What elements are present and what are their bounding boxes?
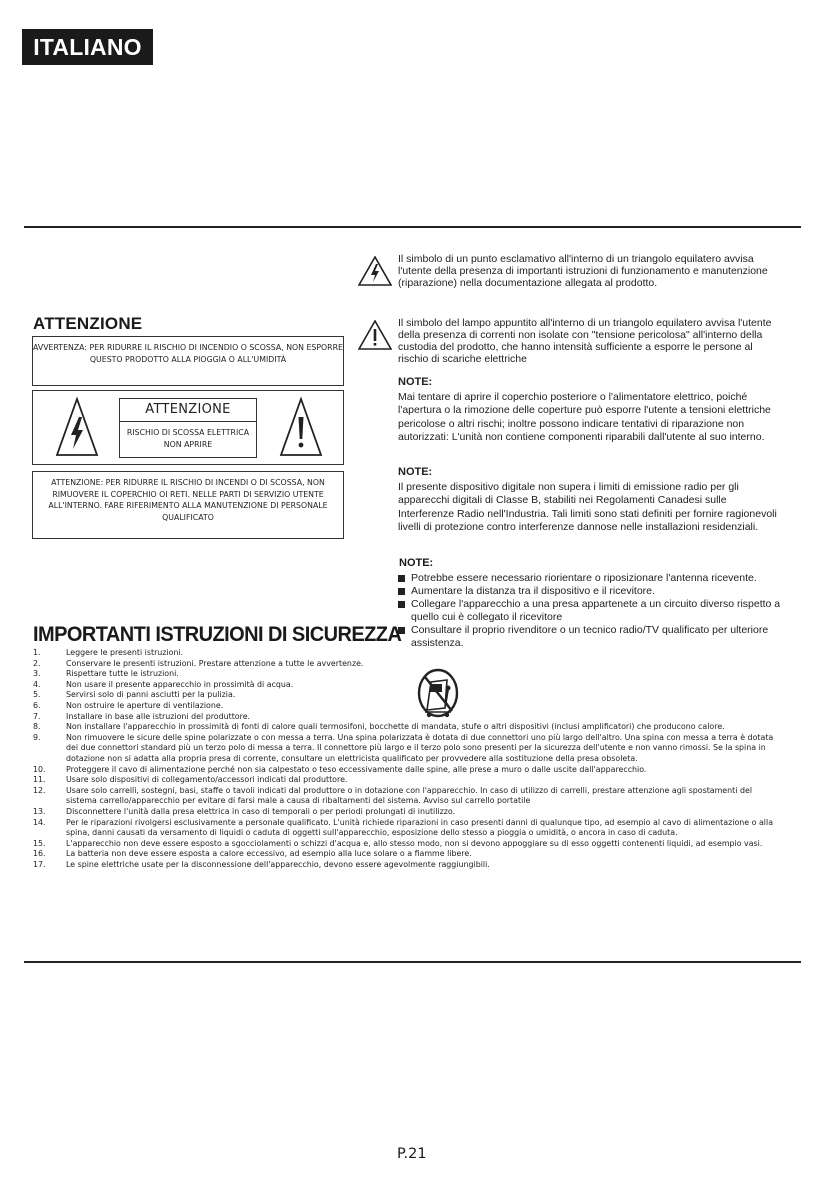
instruction-item (33, 669, 778, 680)
instruction-text: La batteria non deve essere esposta a calore eccessivo, ad esempio alla luce solare o a fiamme libere. (66, 849, 472, 859)
instruction-item (33, 786, 778, 807)
high-voltage-icon (55, 397, 99, 457)
instruction-item (33, 712, 778, 723)
instruction-number: 17. (33, 859, 46, 869)
instruction-text: Non usare il presente apparecchio in prossimità di acqua. (66, 679, 294, 689)
caution-subtitle: RISCHIO DI SCOSSA ELETTRICA NON APRIRE (126, 428, 250, 449)
instruction-item (33, 648, 778, 659)
instruction-number: 12. (33, 785, 46, 795)
instruction-text: Non installare l'apparecchio in prossimità di fonti di calore quali termosifoni, bocchette di mandata, stufe o altri dispositivi (inclusi amplificatori) che producono calore. (66, 722, 725, 732)
top-divider (24, 226, 801, 228)
caution-label-box (32, 390, 344, 465)
instruction-number: 15. (33, 838, 46, 848)
instruction-number: 10. (33, 764, 46, 774)
instruction-item (33, 659, 778, 670)
instruction-item (33, 860, 778, 871)
instruction-item (33, 807, 778, 818)
note-text: Il presente dispositivo digitale non supera i limiti di emissione radio per gli apparecchi digitali di Classe B, stabiliti nei Regolamenti Canadesi sulle Interferenze Radio nell'Industria. Tali limiti sono stati definiti per fornire ragionevoli livelli di protezione contro interferenze dannose nelle installazioni residenziali. (398, 480, 777, 533)
instruction-item (33, 680, 778, 691)
instruction-text: Servirsi solo di panni asciutti per la pulizia. (66, 690, 236, 700)
instruction-text: Usare solo dispositivi di collegamento/accessori indicati dal produttore. (66, 775, 348, 785)
symbol-lightning-row (358, 253, 778, 300)
exclamation-triangle-icon (358, 320, 392, 350)
instruction-number: 6. (33, 700, 41, 710)
warning-box: AVVERTENZA: PER RIDURRE IL RISCHIO DI INCENDIO O SCOSSA, NON ESPORRE QUESTO PRODOTTO ALLA PIOGGIA O ALL'UMIDITÀ (32, 336, 344, 386)
instruction-number: 8. (33, 722, 41, 732)
instruction-text: Rispettare tutte le istruzioni. (66, 669, 179, 679)
instruction-number: 2. (33, 658, 41, 668)
note-list (398, 572, 798, 650)
note-title: NOTE: (398, 466, 433, 478)
instruction-number: 4. (33, 679, 41, 689)
page-number: P.21 (397, 1146, 427, 1162)
caution-inner-label (119, 398, 257, 458)
instruction-item (33, 701, 778, 712)
instruction-text: Non rimuovere le sicure delle spine polarizzate o con messa a terra. Una spina polarizzata è dotata di due connettori uno più largo dell'altro. Una spina con messa a terra è dotata dei due connettori standard più un terzo polo di messa a terra. Il connettore più largo e il terzo polo sono presenti per la sicurezza dell'utente e non vanno rimossi. Se la spina in dotazione non si adatta alla propria presa di corrente, consultare un elettricista qualificato per provvedere alla sostituzione della presa obsoleta. (66, 732, 774, 763)
instruction-item (33, 765, 778, 776)
list-item: Consultare il proprio rivenditore o un tecnico radio/TV qualificato per ulteriore assistenza. (398, 624, 798, 650)
lightning-symbol-text: Il simbolo del lampo appuntito all'interno di un triangolo equilatero avvisa l'utente della presenza di correnti non isolate con "tensione pericolosa" all'interno della custodia del prodotto, che hanno intensità sufficiente a esporre le persone al rischio di scariche elettriche (398, 317, 772, 365)
instruction-item (33, 849, 778, 860)
instruction-text: Installare in base alle istruzioni del produttore. (66, 711, 251, 721)
caution-title: ATTENZIONE (120, 399, 256, 422)
instruction-item (33, 818, 778, 839)
note-list-title: NOTE: (399, 557, 434, 569)
list-item: Potrebbe essere necessario riorientare o riposizionare l'antenna ricevente. (398, 572, 798, 585)
attention-heading: ATTENZIONE (33, 314, 143, 333)
instruction-text: Leggere le presenti istruzioni. (66, 648, 184, 657)
list-item: Aumentare la distanza tra il dispositivo e il ricevitore. (398, 585, 798, 598)
instruction-text: Per le riparazioni rivolgersi esclusivamente a personale qualificato. L'unità richiede riparazioni in caso presenti danni di qualunque tipo, ad esempio al cavo di alimentazione o alla spina, danni causati da versamento di liquidi o caduta di oggetti sull'apparecchio, esposizione dello stesso a pioggia o umidità, o ancora in caso di caduta. (66, 817, 774, 838)
instruction-item (33, 839, 778, 850)
instruction-number: 14. (33, 817, 46, 827)
instruction-item (33, 775, 778, 786)
instruction-text: Non ostruire le aperture di ventilazione. (66, 700, 224, 710)
language-tab: ITALIANO (22, 29, 153, 65)
instruction-item (33, 722, 778, 733)
instruction-number: 11. (33, 775, 46, 785)
exclamation-warning-icon (279, 397, 323, 457)
instruction-text: L'apparecchio non deve essere esposto a sgocciolamenti o schizzi d'acqua e, allo stesso modo, non si devono appoggiare su di esso oggetti contenenti liquidi, ad esempio vasi. (66, 838, 763, 848)
note-text: Mai tentare di aprire il coperchio posteriore o l'alimentatore elettrico, poiché l'apertura o la rimozione delle coperture può esporre l'utente a tensioni elettriche pericolose o altri rischi; inoltre possono indicare tentativi di riparazione non autorizzati: L'unità non contiene componenti riparabili dall'utente al suo interno. (398, 390, 771, 443)
symbol-exclamation-row (358, 317, 778, 365)
instruction-text: Disconnettere l'unità dalla presa elettrica in caso di temporali o per periodi prolungati di inutilizzo. (66, 806, 456, 816)
bullet-square-icon (398, 575, 405, 582)
instruction-number: 13. (33, 806, 46, 816)
note-block-2 (398, 466, 778, 535)
instruction-text: Usare solo carrelli, sostegni, basi, staffe o tavoli indicati dal produttore o in dotazione con l'apparecchio. In caso di utilizzo di carrelli, prestare attenzione agli spostamenti del sistema carrello/apparecchio per evitare di farsi male a causa di ribaltamenti del sistema. Avviso sul carrello portatile (66, 785, 753, 806)
instruction-number: 5. (33, 690, 41, 700)
exclamation-symbol-text: Il simbolo di un punto esclamativo all'interno di un triangolo equilatero avvisa l'utente della presenza di importanti istruzioni di funzionamento e manutenzione (riparazione) nella documentazione allegata al prodotto. (398, 253, 768, 289)
instruction-item (33, 733, 778, 765)
list-item: Collegare l'apparecchio a una presa appartenete a un circuito diverso rispetto a quello cui è collegato il ricevitore (398, 598, 798, 624)
instruction-number: 9. (33, 732, 41, 742)
important-instructions-heading: IMPORTANTI ISTRUZIONI DI SICUREZZA (33, 622, 402, 646)
instruction-text: Le spine elettriche usate per la disconnessione dell'apparecchio, devono essere agevolmente raggiungibili. (66, 859, 490, 869)
instruction-text: Proteggere il cavo di alimentazione perché non sia calpestato o teso eccessivamente dalle spine, alle prese a muro o dalle uscite dall'apparecchio. (66, 764, 647, 774)
instruction-number: 16. (33, 849, 46, 859)
bottom-divider (24, 961, 801, 963)
service-warning-box: ATTENZIONE: PER RIDURRE IL RISCHIO DI INCENDI O DI SCOSSA, NON RIMUOVERE IL COPERCHIO OI RETI. NELLE PARTI DI SERVIZIO UTENTE ALL'INTERNO. FARE RIFERIMENTO ALLA MANUTENZIONE DI PERSONALE QUALIFICATO (32, 471, 344, 539)
instruction-item (33, 690, 778, 701)
instruction-number: 1. (33, 648, 41, 657)
note-title: NOTE: (398, 376, 433, 388)
instruction-text: Conservare le presenti istruzioni. Prestare attenzione a tutte le avvertenze. (66, 658, 364, 668)
instruction-number: 3. (33, 669, 41, 679)
lightning-triangle-icon (358, 256, 392, 286)
note-block-1 (398, 376, 778, 445)
instruction-number: 7. (33, 711, 41, 721)
bullet-square-icon (398, 601, 405, 608)
instruction-list (33, 648, 778, 870)
bullet-square-icon (398, 588, 405, 595)
